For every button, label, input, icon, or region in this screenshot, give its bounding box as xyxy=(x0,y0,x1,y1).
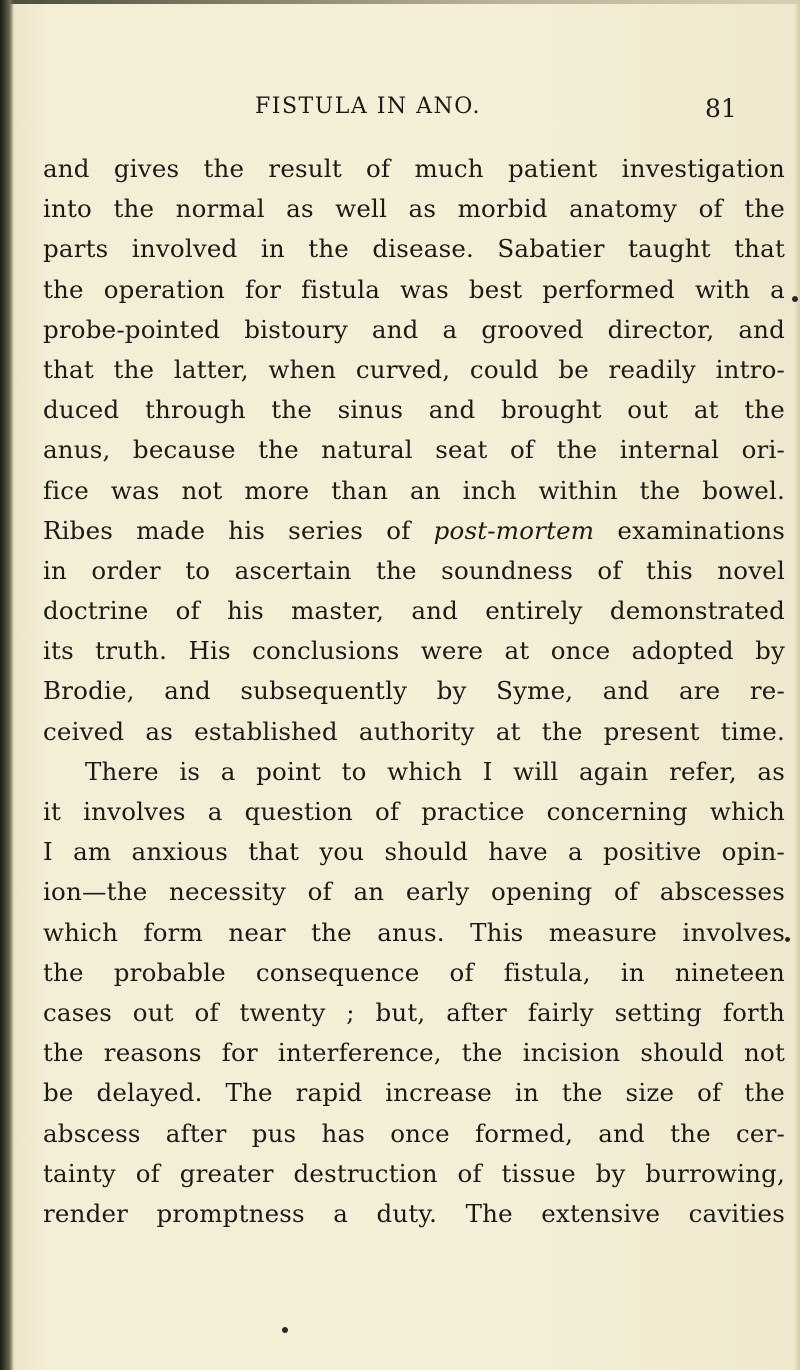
text-line: its truth. His conclusions were at once adopted by xyxy=(43,636,785,666)
text-run: examinations xyxy=(594,515,785,545)
text-line: render promptness a duty. The extensive cavities xyxy=(43,1198,785,1228)
ink-speck xyxy=(785,937,790,942)
text-line: parts involved in the disease. Sabatier taught that xyxy=(43,234,785,264)
ink-speck xyxy=(282,1327,288,1333)
text-line: I am anxious that you should have a positive opin- xyxy=(43,837,785,867)
text-line: in order to ascertain the soundness of this novel xyxy=(43,555,785,585)
running-head xyxy=(0,94,800,130)
text-line: it involves a question of practice concerning which xyxy=(43,797,785,826)
text-line: the reasons for interference, the incision should not xyxy=(43,1038,785,1068)
running-title: FISTULA IN ANO. xyxy=(255,94,482,119)
italic-term: post-mortem xyxy=(433,515,595,545)
text-line: the probable consequence of fistula, in nineteen xyxy=(43,957,785,987)
text-line: which form near the anus. This measure involves xyxy=(43,917,785,947)
page-right-edge xyxy=(794,0,800,1370)
text-line: doctrine of his master, and entirely demonstrated xyxy=(43,596,785,626)
text-line: fice was not more than an inch within the bowel. xyxy=(43,475,785,505)
text-line: be delayed. The rapid increase in the size of the xyxy=(43,1078,785,1108)
text-line: the operation for fistula was best performed with a xyxy=(43,274,785,304)
text-line: that the latter, when curved, could be readily intro- xyxy=(43,354,785,384)
text-line xyxy=(43,511,785,551)
text-run: Ribes made his series of xyxy=(43,515,434,545)
text-line: Brodie, and subsequently by Syme, and are re- xyxy=(43,676,785,706)
text-line: cases out of twenty ; but, after fairly setting forth xyxy=(43,997,785,1027)
text-line: ion—the necessity of an early opening of abscesses xyxy=(43,877,785,907)
page-number: 81 xyxy=(705,94,737,123)
text-line: into the normal as well as morbid anatomy of the xyxy=(43,194,785,224)
text-line: anus, because the natural seat of the internal ori- xyxy=(43,435,785,465)
ink-speck xyxy=(792,296,798,302)
text-line: and gives the result of much patient investigation xyxy=(43,154,785,183)
text-line: abscess after pus has once formed, and the cer- xyxy=(43,1118,785,1148)
text-line: ceived as established authority at the present time. xyxy=(43,716,785,746)
text-line: tainty of greater destruction of tissue by burrowing, xyxy=(43,1158,785,1188)
page-top-edge xyxy=(0,0,800,4)
text-line: duced through the sinus and brought out at the xyxy=(43,395,785,425)
body-text xyxy=(43,149,785,1234)
text-line: probe-pointed bistoury and a grooved director, and xyxy=(43,314,785,344)
text-line: There is a point to which I will again refer, as xyxy=(85,756,785,786)
binding-edge xyxy=(0,0,14,1370)
